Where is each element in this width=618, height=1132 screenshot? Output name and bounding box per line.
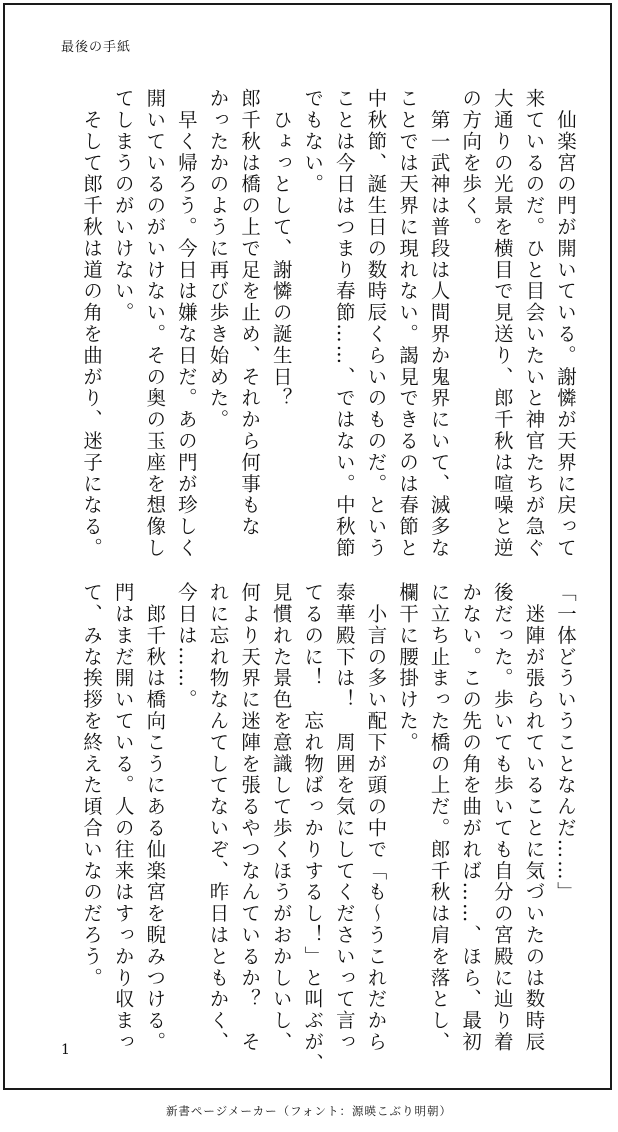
text-line: 今日は……。 <box>174 582 198 711</box>
text-line: てるのに！ 忘れ物ばっかりするし！」と叫ぶが、 <box>301 582 325 1075</box>
text-line: 小言の多い配下が頭の中で「も～うこれだから <box>364 582 388 1053</box>
page-frame <box>3 3 612 1090</box>
text-line: 早く帰ろう。今日は嫌な日だ。あの門が珍しく <box>174 88 198 559</box>
text-line: 中秋節、誕生日の数時辰くらいのものだ。という <box>364 88 388 559</box>
text-line: れに忘れ物なんてしてないぞ、昨日はともかく、 <box>206 582 230 1053</box>
text-line: に立ち止まった橋の上だ。郎千秋は肩を落とし、 <box>427 582 451 1053</box>
text-line: 何より天界に迷陣を張るやつなんているか？ そ <box>238 582 262 1053</box>
text-line: 仙楽宮の門が開いている。謝憐が天界に戻って <box>554 88 577 559</box>
text-line: 郎千秋は橋向こうにある仙楽宮を睨みつける。 <box>143 582 167 1053</box>
text-line: 欄干に腰掛けた。 <box>396 582 420 754</box>
text-line: 開いているのがいけない。その奥の玉座を想像し <box>143 88 167 559</box>
text-line: かったかのように再び歩き始めた。 <box>206 88 230 431</box>
text-line: 第一武神は普段は人間界か鬼界にいて、滅多な <box>427 88 451 559</box>
body-text-bottom <box>49 582 581 1075</box>
footer-credit: 新書ページメーカー（フォント：源暎こぶり明朝） <box>165 1104 453 1118</box>
page-number: 1 <box>61 1042 70 1058</box>
text-line: 郎千秋は橋の上で足を止め、それから何事もな <box>238 88 262 538</box>
text-line: 来ているのだ。ひと目会いたいと神官たちが急ぐ <box>522 88 546 559</box>
page-title: 最後の手紙 <box>61 40 132 55</box>
text-line: ことでは天界に現れない。謁見できるのは春節と <box>396 88 420 559</box>
text-line: でもない。 <box>301 88 325 195</box>
text-line: の方向を歩く。 <box>459 88 483 238</box>
body-text-top <box>49 88 581 559</box>
text-line: かない。この先の角を曲がれば……、ほら、最初 <box>459 582 483 1053</box>
text-line: て、みな挨拶を終えた頃合いなのだろう。 <box>80 582 104 989</box>
text-line: 後だった。歩いても歩いても自分の宮殿に辿り着 <box>490 582 514 1053</box>
text-line: 見慣れた景色を意識して歩くほうがおかしいし、 <box>269 582 293 1053</box>
text-line: 大通りの光景を横目で見送り、郎千秋は喧噪と逆 <box>490 88 514 559</box>
text-line: てしまうのがいけない。 <box>111 88 135 324</box>
text-line: 「一体どういうことなんだ……」 <box>554 582 577 903</box>
text-line: ひょっとして、謝憐の誕生日？ <box>269 88 293 409</box>
text-line: 門はまだ開いている。人の往来はすっかり収まっ <box>111 582 135 1053</box>
text-line: そして郎千秋は道の角を曲がり、迷子になる。 <box>80 88 104 559</box>
text-line: 迷陣が張られていることに気づいたのは数時辰 <box>522 582 546 1053</box>
text-line: ことは今日はつまり春節……、ではない。中秋節 <box>332 88 356 559</box>
text-line: 泰華殿下は！ 周囲を気にしてくださいって言っ <box>332 582 356 1053</box>
